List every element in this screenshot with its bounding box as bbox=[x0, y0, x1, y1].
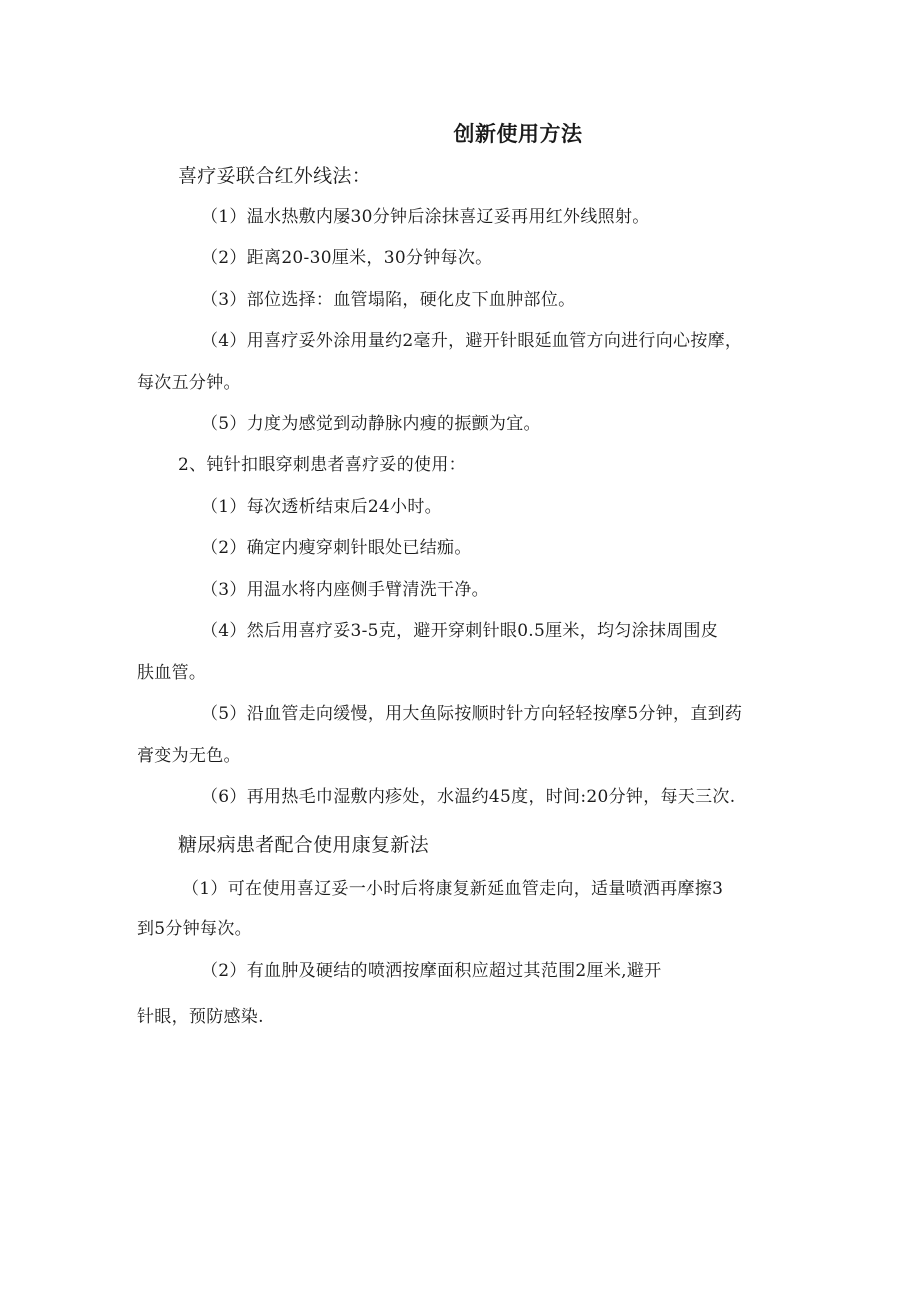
paragraph-line: 肤血管。 bbox=[137, 663, 207, 683]
section-heading-1: 喜疗妥联合红外线法： bbox=[178, 165, 372, 187]
paragraph-line: （1）可在使用喜辽妥一小时后将康复新延血管走向，适量喷洒再摩擦3 bbox=[182, 879, 724, 899]
paragraph-line: （3）用温水将内座侧手臂清洗干净。 bbox=[201, 580, 489, 600]
paragraph-line: 膏变为无色。 bbox=[137, 746, 241, 766]
paragraph-line: （2）确定内瘦穿刺针眼处已结痂。 bbox=[201, 538, 472, 558]
paragraph-line: （3）部位选择：血管塌陷，硬化皮下血肿部位。 bbox=[201, 290, 576, 310]
paragraph-line: 每次五分钟。 bbox=[137, 373, 241, 393]
paragraph-line: （5）力度为感觉到动静脉内瘦的振颤为宜。 bbox=[201, 414, 541, 434]
paragraph-line: （2）有血肿及硬结的喷洒按摩面积应超过其范围2厘米,避开 bbox=[201, 961, 662, 981]
paragraph-line: （1）温水热敷内屡30分钟后涂抹喜辽妥再用红外线照射。 bbox=[201, 207, 650, 227]
section-heading-2: 2、钝针扣眼穿刺患者喜疗妥的使用： bbox=[178, 455, 466, 475]
paragraph-line: 针眼，预防感染. bbox=[137, 1007, 264, 1027]
paragraph-line: （5）沿血管走向缓慢，用大鱼际按顺时针方向轻轻按摩5分钟，直到药 bbox=[201, 704, 743, 724]
paragraph-line: （1）每次透析结束后24小时。 bbox=[201, 497, 442, 517]
paragraph-line: （4）用喜疗妥外涂用量约2毫升，避开针眼延血管方向进行向心按摩， bbox=[201, 331, 743, 351]
page-title: 创新使用方法 bbox=[453, 122, 583, 146]
paragraph-line: （6）再用热毛巾湿敷内疹处，水温约45度，时间:20分钟，每天三次. bbox=[201, 787, 736, 807]
paragraph-line: （4）然后用喜疗妥3-5克，避开穿刺针眼0.5厘米，均匀涂抹周围皮 bbox=[201, 621, 719, 641]
section-heading-3: 糖尿病患者配合使用康复新法 bbox=[178, 834, 429, 856]
paragraph-line: （2）距离20-30厘米，30分钟每次。 bbox=[201, 248, 493, 268]
paragraph-line: 到5分钟每次。 bbox=[137, 919, 252, 939]
